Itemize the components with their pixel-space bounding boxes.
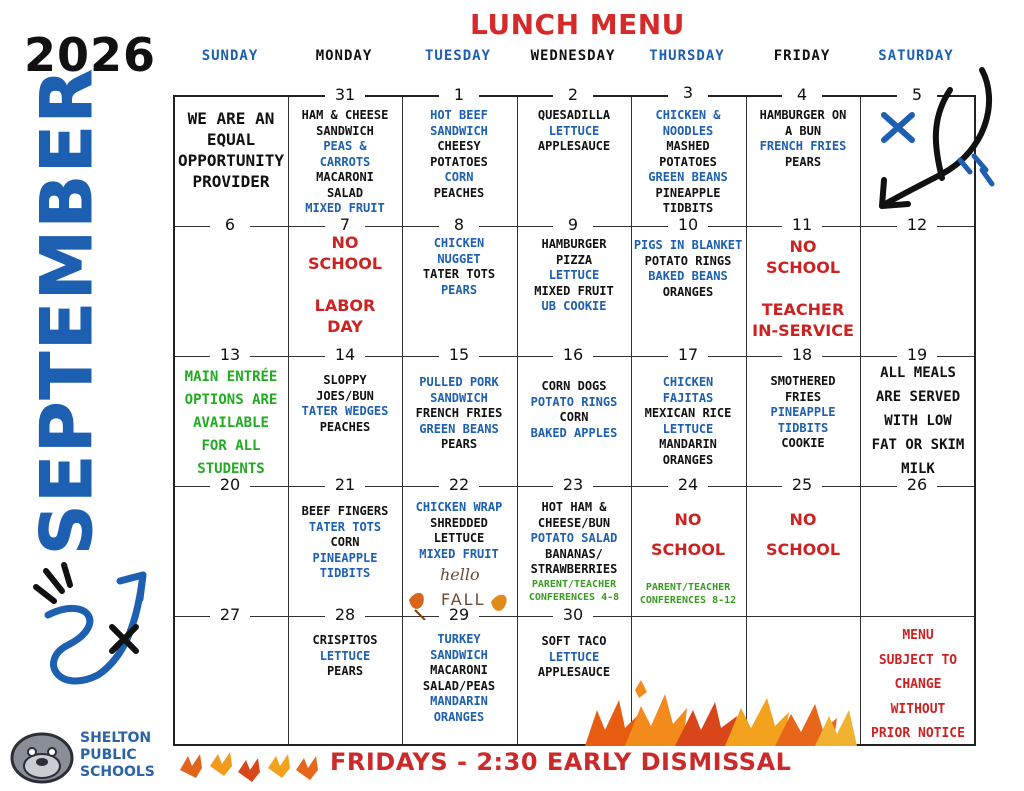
menu-item: PEACHES [319,419,371,434]
menu-cell-tuesday-1 [402,108,516,201]
menu-item: PULLED PORK [419,375,499,389]
menu-item: TATER TOTS [308,519,382,534]
year-label: 2026 [24,28,157,82]
subject-to-change-note [861,624,975,747]
menu-item: PEARS [440,437,478,451]
menu-cell-monday-31 [288,108,402,217]
date-number: 5 [897,86,937,104]
menu-item: UB COOKIE [541,299,607,313]
menu-item: CARROTS [319,154,371,169]
menu-item: FRENCH FRIES [415,406,503,420]
menu-item: LETTUCE [548,123,600,138]
menu-item: MEXICAN RICE [644,406,732,420]
menu-item: TATER TOTS [422,267,496,281]
school-name-line: SCHOOLS [80,764,155,780]
menu-item: ORANGES [662,452,714,467]
menu-cell-wednesday-9 [517,237,631,315]
menu-item: BEEF FINGERS [301,504,389,518]
date-number: 11 [782,216,822,234]
menu-item: MANDARIN [659,437,717,451]
menu-item: JOES/BUN [316,388,374,403]
month-label: SEPTEMBER [26,67,108,555]
menu-item: STRAWBERRIES [530,562,618,576]
menu-item: LETTUCE [548,649,600,664]
menu-item: LETTUCE [319,648,371,663]
menu-item: TIDBITS [777,420,829,435]
date-number: 20 [210,476,250,494]
menu-cell-thursday-17 [631,375,745,468]
menu-item: CORN [444,170,474,184]
menu-item: PEARS [440,282,478,297]
date-number: 19 [897,346,937,364]
menu-cell-tuesday-8 [402,236,516,298]
menu-item: MACARONI [430,663,488,677]
date-number: 25 [782,476,822,494]
hello-label: hello [440,565,480,584]
cell-text: OPPORTUNITY [178,151,284,170]
menu-item: SANDWICH [316,123,374,138]
menu-item: TIDBITS [662,201,714,215]
no-school-text: SCHOOL [307,254,383,273]
date-number: 18 [782,346,822,364]
menu-item: SHREDDED [430,515,488,530]
menu-item: PEAS & [323,139,367,153]
arrow-doodle-icon [870,60,1000,220]
menu-item: FRIES [784,389,822,404]
note-text: WITHOUT [890,701,946,717]
menu-cell-monday-21 [288,504,402,582]
menu-item: PIZZA [555,252,593,267]
menu-item: CORN [330,535,360,549]
menu-item: MANDARIN [430,694,488,708]
note-text: FOR ALL [201,438,261,454]
date-number: 23 [553,476,593,494]
date-number: 14 [325,346,365,364]
menu-cell-tuesday-15 [402,375,516,453]
menu-cell-tuesday-29 [402,632,516,725]
date-number: 7 [325,216,365,234]
school-name [80,730,155,781]
date-number: 30 [553,606,593,624]
menu-item: SANDWICH [430,647,488,662]
no-school-text: NO [789,237,817,256]
menu-item: SANDWICH [430,123,488,138]
menu-item: CORN [559,410,589,424]
date-number: 16 [553,346,593,364]
day-header-saturday: SATURDAY [878,48,954,64]
menu-item: SOFT TACO [541,634,607,648]
menu-item: BAKED BEANS [648,269,728,283]
menu-item: FAJITAS [662,390,714,405]
cell-text: WE ARE AN [187,109,275,128]
date-number: 13 [210,346,250,364]
main-entree-note [175,366,287,481]
menu-item: CHEESE/BUN [537,515,611,530]
no-school-teacher-inservice [746,236,860,341]
menu-item: SANDWICH [430,390,488,405]
menu-item: HOT HAM & [541,500,607,514]
menu-item: PINEAPPLE [312,550,378,565]
school-name-line: SHELTON [80,730,152,746]
menu-item: APPLESAUCE [537,665,611,679]
inservice-text: IN-SERVICE [752,321,854,340]
school-name-line: PUBLIC [80,747,137,763]
menu-item: SALAD [326,185,364,200]
menu-item: BANANAS/ [545,546,603,561]
date-number: 24 [668,476,708,494]
menu-item: PEACHES [433,185,485,200]
date-number: 10 [668,216,708,234]
date-number: 26 [897,476,937,494]
date-number: 8 [439,216,479,234]
menu-item: POTATO SALAD [530,531,618,545]
menu-item: CORN DOGS [541,379,607,393]
menu-item: HAMBURGER [541,237,607,251]
menu-cell-wednesday-23 [517,500,631,604]
holiday-text: LABOR [314,296,376,315]
cell-text: PROVIDER [192,172,270,191]
note-text: WITH LOW [884,413,952,429]
note-text: OPTIONS ARE [184,392,278,408]
menu-item: CHICKEN [662,375,714,389]
menu-cell-thursday-10 [631,238,745,300]
menu-title: LUNCH MENU [470,8,685,41]
menu-item: POTATOES [659,154,717,169]
menu-item: HOT BEEF [430,108,488,122]
note-text: STUDENTS [197,461,265,477]
menu-item: MACARONI [316,170,374,184]
date-number: 1 [439,86,479,104]
menu-item: MIXED FRUIT [305,201,385,215]
menu-item: PIGS IN BLANKET [633,238,743,252]
no-school-text: SCHOOL [650,540,726,559]
menu-item: GREEN BEANS [419,421,499,436]
menu-item: LETTUCE [433,531,485,545]
date-number: 3 [668,84,708,102]
menu-item: POTATO RINGS [530,394,618,409]
no-school-text: SCHOOL [765,258,841,277]
note-text: PRIOR NOTICE [871,726,965,741]
milk-note [861,361,975,481]
date-number: 29 [439,606,479,624]
menu-cell-tuesday-22 [402,500,516,562]
day-header-tuesday: TUESDAY [424,48,491,64]
conference-note: PARENT/TEACHER [531,578,617,590]
no-school-text: SCHOOL [765,540,841,559]
conference-note: PARENT/TEACHER [645,582,731,593]
date-number: 12 [897,216,937,234]
menu-item: MIXED FRUIT [419,546,499,561]
holiday-text: DAY [327,317,363,336]
menu-item: CRISPITOS [312,633,378,647]
menu-item: POTATOES [430,154,488,169]
date-number: 21 [325,476,365,494]
no-school-text: NO [331,233,359,252]
date-number: 27 [210,606,250,624]
menu-item: PEARS [326,664,364,678]
menu-item: TIDBITS [319,566,371,580]
menu-item: CHICKEN WRAP [415,500,503,514]
cell-equal-opportunity [175,108,287,192]
day-header-friday: FRIDAY [773,48,831,64]
footer-leaves-icon [176,750,321,786]
note-text: MAIN ENTRÉE [184,369,278,385]
menu-item: ORANGES [433,709,485,724]
note-text: MILK [901,461,935,477]
menu-item: APPLESAUCE [537,139,611,153]
menu-item: PINEAPPLE [655,185,721,200]
day-header-thursday: THURSDAY [649,48,725,64]
menu-item: HAM & CHEESE [301,108,389,122]
menu-item: LETTUCE [548,268,600,282]
note-text: SUBJECT TO [878,652,958,668]
menu-item: SALAD/PEAS [422,678,496,693]
note-text: FAT OR SKIM [871,437,965,453]
menu-item: MIXED FRUIT [534,283,614,298]
note-text: AVAILABLE [193,415,269,431]
menu-item: PEARS [784,154,822,169]
menu-item: TATER WEDGES [301,404,389,418]
menu-item: SMOTHERED [770,374,836,388]
menu-item: CHEESY [437,139,481,153]
fall-label: FALL [441,590,486,609]
autumn-leaves-icon [575,680,860,746]
conference-note: CONFERENCES 8-12 [639,595,737,606]
date-number: 6 [210,216,250,234]
date-number: 4 [782,86,822,104]
day-header-monday: MONDAY [315,48,373,64]
menu-item: QUESADILLA [537,108,611,122]
menu-item: HAMBURGER ON [759,108,847,122]
day-header-sunday: SUNDAY [201,48,259,64]
menu-item: TURKEY [437,632,481,646]
note-text: ALL MEALS [880,365,956,381]
date-number: 17 [668,346,708,364]
date-number: 28 [325,606,365,624]
inservice-text: TEACHER [761,300,845,319]
conference-note: CONFERENCES 4-8 [528,591,620,603]
menu-item: PINEAPPLE [770,405,836,419]
date-number: 31 [325,86,365,104]
menu-item: SLOPPY [323,373,367,387]
date-number: 2 [553,86,593,104]
menu-item: MASHED [666,139,710,153]
menu-cell-wednesday-16 [517,379,631,441]
menu-item: NOODLES [662,123,714,138]
note-text: MENU [902,628,934,643]
menu-item: CHICKEN & [655,108,721,122]
no-school-text: NO [674,510,702,529]
swirl-doodle-icon [28,555,158,705]
menu-cell-wednesday-2 [517,108,631,155]
menu-item: CHICKEN [433,236,485,250]
date-number: 15 [439,346,479,364]
menu-item: BAKED APPLES [530,425,618,440]
menu-cell-monday-14 [288,373,402,435]
note-text: CHANGE [894,677,942,692]
menu-cell-monday-28 [288,633,402,680]
menu-cell-wednesday-30 [517,634,631,681]
menu-item: NUGGET [437,251,481,266]
menu-item: FRENCH FRIES [759,139,847,153]
menu-cell-friday-18 [746,374,860,452]
menu-item: A BUN [784,123,822,138]
cell-text: EQUAL [206,130,256,149]
menu-cell-thursday-3 [631,108,745,217]
note-text: ARE SERVED [875,389,961,405]
no-school-friday-25 [746,505,860,565]
menu-item: LETTUCE [662,421,714,436]
no-school-thursday-24 [631,505,745,607]
day-header-wednesday: WEDNESDAY [530,48,616,64]
early-dismissal-banner: FRIDAYS - 2:30 EARLY DISMISSAL [330,748,792,776]
date-number: 22 [439,476,479,494]
menu-item: ORANGES [662,284,714,299]
menu-item: POTATO RINGS [644,253,732,268]
no-school-labor-day [288,232,402,337]
no-school-text: NO [789,510,817,529]
menu-item: GREEN BEANS [648,170,728,184]
date-number: 9 [553,216,593,234]
bulldog-mascot-icon [6,726,78,786]
menu-cell-friday-4 [746,108,860,170]
menu-item: COOKIE [781,436,825,450]
